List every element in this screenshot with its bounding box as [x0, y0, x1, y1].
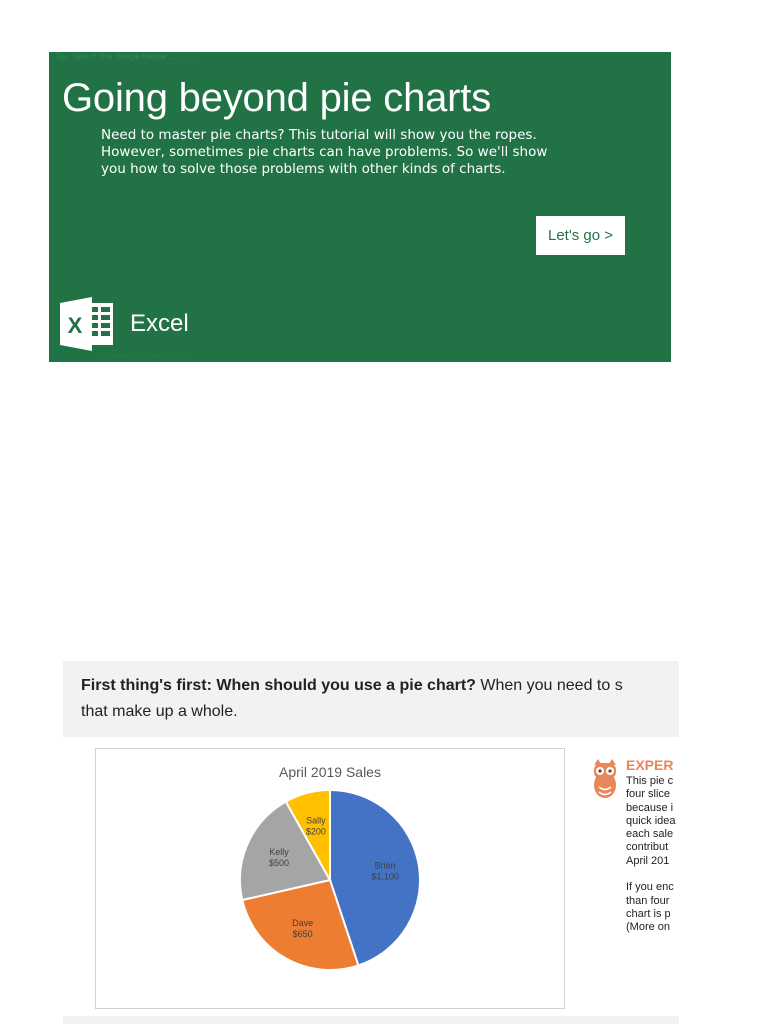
tip-line: (More on [626, 921, 671, 934]
pie-label-brian: Brian $1,100 [371, 860, 399, 882]
tip-line: quick idea [626, 814, 676, 827]
tip-line: April 201 [626, 854, 670, 867]
excel-logo-icon [60, 297, 116, 351]
lets-go-button[interactable]: Let's go > [536, 216, 625, 255]
tip-body [626, 775, 676, 935]
banner-description-line: However, sometimes pie charts can have problems. So we'll show [101, 144, 548, 160]
intro-question [81, 677, 623, 695]
svg-text:X: X [67, 313, 83, 338]
banner-faint-text-bottom: ... ... ... ... ... ... ... ... ... [101, 349, 191, 358]
banner-title: Going beyond pie charts [62, 76, 492, 120]
tip-line: because i [626, 801, 674, 814]
pie-label-dave: Dave $650 [292, 918, 314, 940]
tip-line: chart is p [626, 907, 671, 920]
tip-line: than four [626, 894, 670, 907]
intro-question-rest: When you need to s [475, 677, 623, 694]
tip-line [626, 868, 676, 881]
banner-faint-text-top: Tip: Select the image below ... ... ... [55, 52, 197, 61]
expert-tip [590, 757, 679, 957]
banner-description-line: you how to solve those problems with other kinds of charts. [101, 161, 506, 177]
tip-line: four slice [626, 788, 671, 801]
owl-icon [590, 759, 620, 799]
banner-description [101, 127, 571, 178]
intro-band [63, 661, 679, 737]
intro-line-2: that make up a whole. [81, 703, 238, 720]
hero-banner [49, 52, 671, 362]
pie-label-kelly: Kelly $500 [268, 846, 289, 868]
pie-chart-container[interactable] [95, 748, 565, 1009]
tip-line: each sale [626, 828, 674, 841]
tip-line: If you enc [626, 881, 674, 894]
banner-description-line: Need to master pie charts? This tutorial will show you the ropes. [101, 127, 537, 143]
intro-question-bold: First thing's first: When should you use a pie chart? [81, 677, 476, 694]
app-name-label: Excel [130, 310, 189, 337]
tip-line: contribut [626, 841, 669, 854]
tip-heading: EXPER [626, 757, 674, 773]
chart-title: April 2019 Sales [279, 764, 381, 780]
next-section-band [63, 1016, 679, 1024]
tip-line: This pie c [626, 775, 674, 787]
pie-chart [96, 749, 564, 1008]
pie-label-sally: Sally $200 [305, 815, 326, 837]
